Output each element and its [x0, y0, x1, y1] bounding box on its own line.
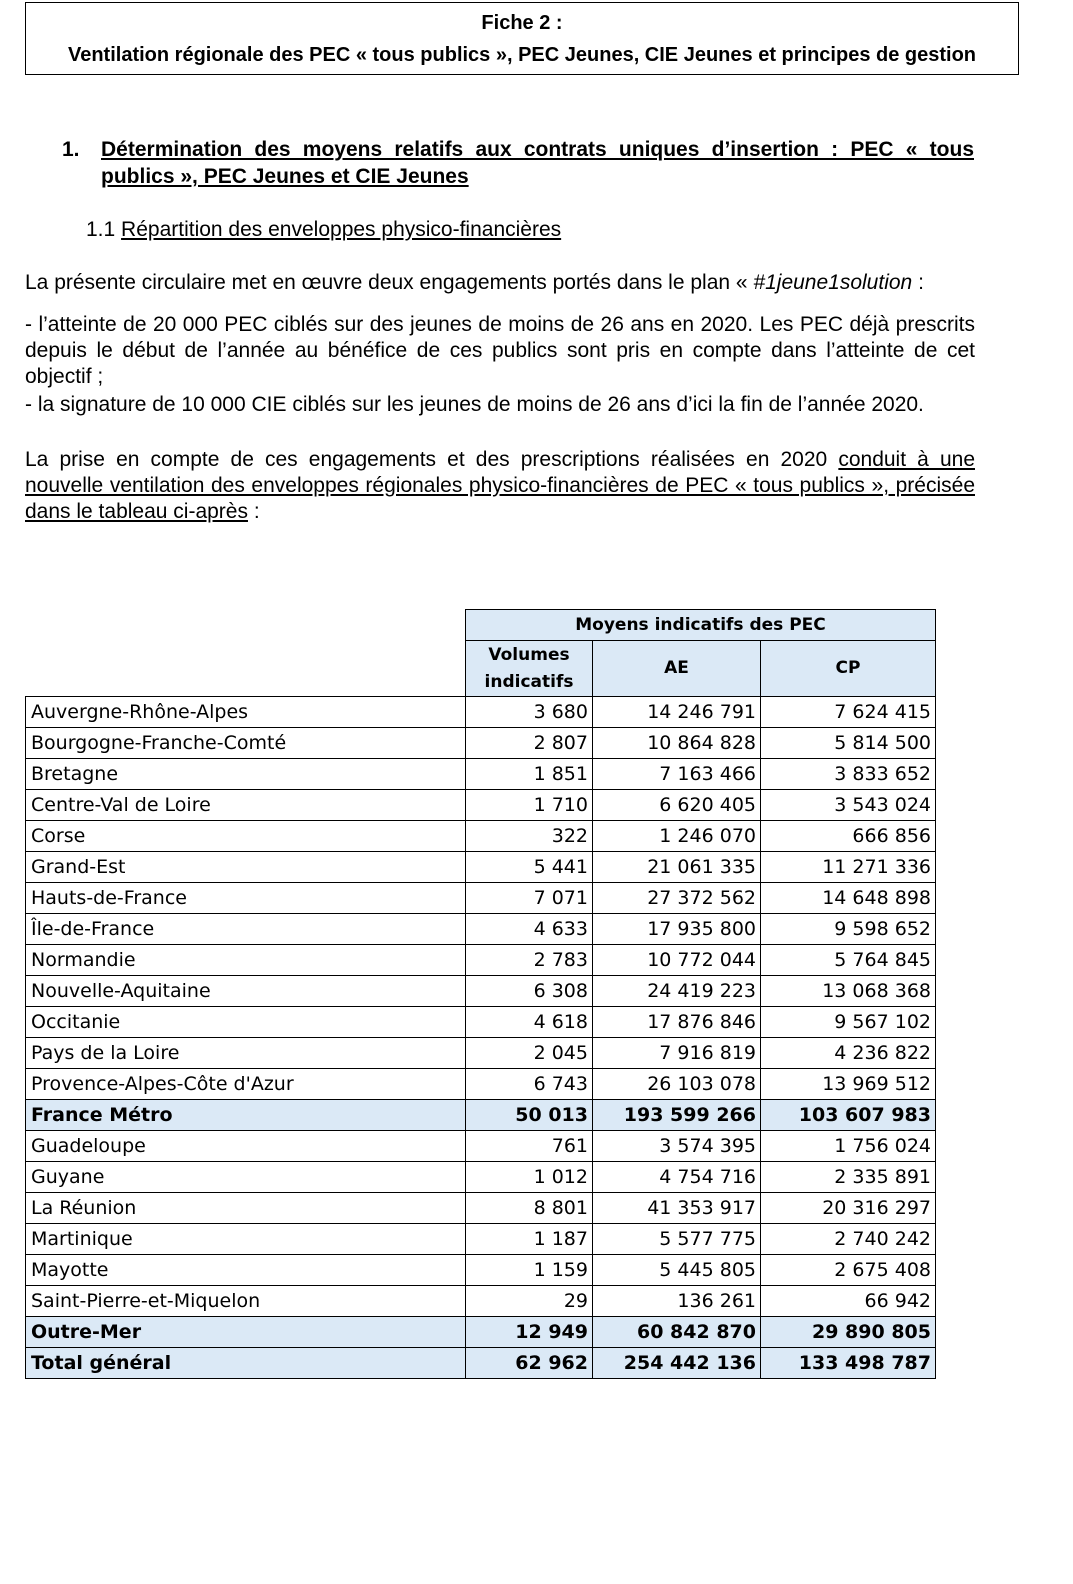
bullet-2: - la signature de 10 000 CIE ciblés sur les jeunes de moins de 26 ans d’ici la fin de l’année 2020.	[25, 393, 924, 416]
group-header: Moyens indicatifs des PEC	[466, 610, 936, 641]
volumes-cell: 2 807	[466, 728, 593, 759]
volumes-cell: 4 633	[466, 914, 593, 945]
volumes-cell: 12 949	[466, 1317, 593, 1348]
ae-cell: 10 864 828	[593, 728, 761, 759]
cp-cell: 20 316 297	[761, 1193, 936, 1224]
section-1-title: Détermination des moyens relatifs aux contrats uniques d’insertion : PEC « tous publics », PEC Jeunes et CIE Jeunes	[101, 138, 974, 188]
region-cell: Guadeloupe	[26, 1131, 466, 1162]
region-cell: Bretagne	[26, 759, 466, 790]
bullet-1: - l’atteinte de 20 000 PEC ciblés sur des jeunes de moins de 26 ans en 2020. Les PEC déjà prescrits depuis le début de l’année au bénéfice de ces publics sont pris en compte dans l’atteinte de cet objectif ;	[25, 313, 975, 388]
ae-cell: 254 442 136	[593, 1348, 761, 1379]
paragraph-2-start: La prise en compte de ces engagements et des prescriptions réalisées en 2020	[25, 448, 839, 471]
section-1-1-number: 1.1	[86, 218, 116, 241]
region-cell: Nouvelle-Aquitaine	[26, 976, 466, 1007]
cp-cell: 66 942	[761, 1286, 936, 1317]
region-cell: Grand-Est	[26, 852, 466, 883]
empty-corner-cell	[26, 610, 466, 641]
ae-cell: 10 772 044	[593, 945, 761, 976]
region-cell: Provence-Alpes-Côte d'Azur	[26, 1069, 466, 1100]
region-cell: Normandie	[26, 945, 466, 976]
ae-cell: 17 876 846	[593, 1007, 761, 1038]
table-row	[26, 1162, 936, 1193]
section-1-heading	[62, 136, 974, 190]
table-row	[26, 759, 936, 790]
ae-cell: 6 620 405	[593, 790, 761, 821]
ae-cell: 41 353 917	[593, 1193, 761, 1224]
cp-cell: 2 675 408	[761, 1255, 936, 1286]
volumes-cell: 50 013	[466, 1100, 593, 1131]
region-cell: Martinique	[26, 1224, 466, 1255]
volumes-cell: 7 071	[466, 883, 593, 914]
table-row	[26, 821, 936, 852]
ae-cell: 136 261	[593, 1286, 761, 1317]
table-row	[26, 1038, 936, 1069]
volumes-cell: 1 851	[466, 759, 593, 790]
ae-cell: 3 574 395	[593, 1131, 761, 1162]
ae-cell: 14 246 791	[593, 697, 761, 728]
cp-cell: 1 756 024	[761, 1131, 936, 1162]
volumes-cell: 1 159	[466, 1255, 593, 1286]
volumes-cell: 322	[466, 821, 593, 852]
table-row	[26, 1007, 936, 1038]
cp-cell: 103 607 983	[761, 1100, 936, 1131]
cp-cell: 3 833 652	[761, 759, 936, 790]
volumes-cell: 3 680	[466, 697, 593, 728]
ae-cell: 5 577 775	[593, 1224, 761, 1255]
paragraph-2	[25, 447, 975, 525]
table-row	[26, 852, 936, 883]
region-cell: Mayotte	[26, 1255, 466, 1286]
volumes-cell: 6 743	[466, 1069, 593, 1100]
cp-cell: 9 598 652	[761, 914, 936, 945]
ae-cell: 26 103 078	[593, 1069, 761, 1100]
table-row	[26, 1069, 936, 1100]
volumes-cell: 62 962	[466, 1348, 593, 1379]
fiche-number: Fiche 2 :	[481, 12, 563, 34]
volumes-cell: 1 187	[466, 1224, 593, 1255]
region-cell: Occitanie	[26, 1007, 466, 1038]
table-row	[26, 976, 936, 1007]
fiche-title-box	[25, 2, 1019, 75]
paragraph-2-underlined: conduit à une nouvelle ventilation des enveloppes régionales physico-financières de PEC « tous publics », précisée dans le tableau ci-après	[25, 448, 975, 523]
ae-cell: 1 246 070	[593, 821, 761, 852]
column-header-volumes: Volumes indicatifs	[466, 641, 593, 697]
region-cell: Bourgogne-Franche-Comté	[26, 728, 466, 759]
table-row	[26, 1255, 936, 1286]
volumes-cell: 761	[466, 1131, 593, 1162]
cp-cell: 5 764 845	[761, 945, 936, 976]
table-row	[26, 728, 936, 759]
table-row	[26, 1131, 936, 1162]
ae-cell: 60 842 870	[593, 1317, 761, 1348]
region-cell: La Réunion	[26, 1193, 466, 1224]
cp-cell: 666 856	[761, 821, 936, 852]
volumes-cell: 4 618	[466, 1007, 593, 1038]
volumes-cell: 1 710	[466, 790, 593, 821]
pec-allocation-table	[25, 609, 936, 1379]
region-cell: Saint-Pierre-et-Miquelon	[26, 1286, 466, 1317]
cp-cell: 14 648 898	[761, 883, 936, 914]
paragraph-2-end: :	[247, 500, 260, 523]
group-header-row	[26, 610, 936, 641]
table-row	[26, 697, 936, 728]
ae-cell: 27 372 562	[593, 883, 761, 914]
cp-cell: 133 498 787	[761, 1348, 936, 1379]
table-total-row	[26, 1348, 936, 1379]
cp-cell: 13 969 512	[761, 1069, 936, 1100]
table-total-row	[26, 1100, 936, 1131]
column-header-ae: AE	[593, 641, 761, 697]
column-header-row	[26, 641, 936, 697]
ae-cell: 193 599 266	[593, 1100, 761, 1131]
intro-paragraph	[25, 270, 975, 296]
region-cell: Corse	[26, 821, 466, 852]
cp-cell: 3 543 024	[761, 790, 936, 821]
table-row	[26, 1286, 936, 1317]
ae-cell: 7 163 466	[593, 759, 761, 790]
region-cell: Pays de la Loire	[26, 1038, 466, 1069]
table-row	[26, 914, 936, 945]
intro-hashtag: #1jeune1solution	[753, 271, 913, 294]
region-cell: Outre-Mer	[26, 1317, 466, 1348]
table-body	[26, 610, 936, 1379]
ae-cell: 17 935 800	[593, 914, 761, 945]
ae-cell: 7 916 819	[593, 1038, 761, 1069]
cp-cell: 11 271 336	[761, 852, 936, 883]
ae-cell: 4 754 716	[593, 1162, 761, 1193]
region-cell: Île-de-France	[26, 914, 466, 945]
intro-end: :	[912, 271, 924, 294]
ae-cell: 5 445 805	[593, 1255, 761, 1286]
cp-cell: 5 814 500	[761, 728, 936, 759]
volumes-cell: 6 308	[466, 976, 593, 1007]
section-1-1-heading	[86, 216, 561, 243]
volumes-cell: 2 783	[466, 945, 593, 976]
section-1-1-title: Répartition des enveloppes physico-financières	[121, 218, 562, 241]
ae-cell: 24 419 223	[593, 976, 761, 1007]
table-row	[26, 790, 936, 821]
volumes-cell: 2 045	[466, 1038, 593, 1069]
column-header-cp: CP	[761, 641, 936, 697]
volumes-cell: 8 801	[466, 1193, 593, 1224]
cp-cell: 9 567 102	[761, 1007, 936, 1038]
table-row	[26, 1193, 936, 1224]
volumes-cell: 29	[466, 1286, 593, 1317]
region-cell: Guyane	[26, 1162, 466, 1193]
empty-corner-cell	[26, 641, 466, 697]
region-cell: France Métro	[26, 1100, 466, 1131]
cp-cell: 7 624 415	[761, 697, 936, 728]
cp-cell: 29 890 805	[761, 1317, 936, 1348]
cp-cell: 2 740 242	[761, 1224, 936, 1255]
intro-start: La présente circulaire met en œuvre deux engagements portés dans le plan «	[25, 271, 754, 294]
table-row	[26, 945, 936, 976]
cp-cell: 13 068 368	[761, 976, 936, 1007]
region-cell: Hauts-de-France	[26, 883, 466, 914]
table-row	[26, 883, 936, 914]
section-1-number: 1.	[62, 138, 80, 161]
table-row	[26, 1224, 936, 1255]
fiche-title: Ventilation régionale des PEC « tous publics », PEC Jeunes, CIE Jeunes et principes de gestion	[67, 44, 977, 66]
volumes-cell: 1 012	[466, 1162, 593, 1193]
volumes-cell: 5 441	[466, 852, 593, 883]
region-cell: Auvergne-Rhône-Alpes	[26, 697, 466, 728]
cp-cell: 4 236 822	[761, 1038, 936, 1069]
cp-cell: 2 335 891	[761, 1162, 936, 1193]
ae-cell: 21 061 335	[593, 852, 761, 883]
region-cell: Centre-Val de Loire	[26, 790, 466, 821]
table-total-row	[26, 1317, 936, 1348]
region-cell: Total général	[26, 1348, 466, 1379]
